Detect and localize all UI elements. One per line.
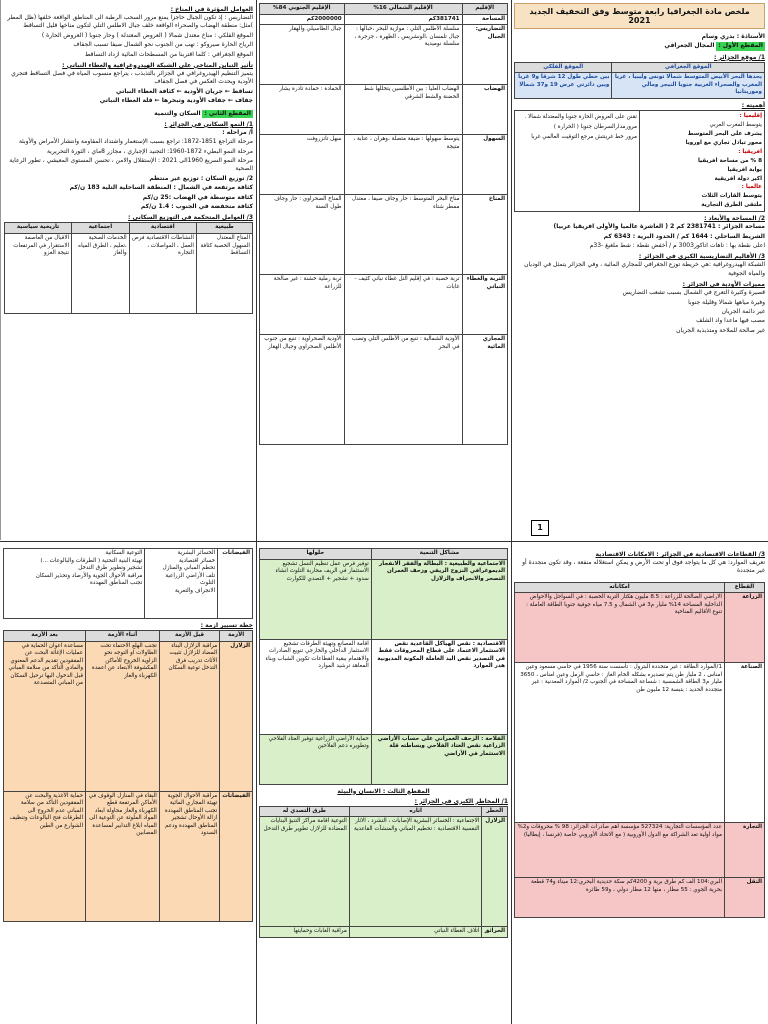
relief-r0-0: التضاريس: الجبال <box>462 25 508 85</box>
res-head-0: القطاع <box>725 582 765 593</box>
dev-r2-1: حماية الأراضي الزراعية توفير العتاد الفلاحي وتطويره دعم الفلاحين <box>260 734 372 784</box>
plan-r0-3: مساعدة اعوان الحماية في عمليات الإغاثة البحث عن المفقودين تقديم الدعم المعنوي والمادي التأكد من سلامة المباني قبل الدخول اليها ترحيل السكان من المباني المتصدعة <box>4 641 86 791</box>
sub2-title: 2/ المساحة والأبعاد : <box>704 215 765 223</box>
imp-r-7: اكبر دولة افريقية <box>714 175 762 182</box>
factor-cell-1: النشاطات الاقتصادية فرص العمل ، المواصلات ، التجارة <box>129 233 196 313</box>
risk-r1-1: اتلاف الغطاء النباتي <box>349 927 482 938</box>
factor-head-3: تاريخية سياسية <box>5 223 72 234</box>
relief-table <box>259 3 508 445</box>
plan-head-0: الأزمة <box>220 631 253 642</box>
plan-head-2: أثناء الأزمة <box>86 631 160 642</box>
section3-title: المقطع الثالث : الانسان والبيئة <box>337 787 430 795</box>
resources-table <box>514 582 765 919</box>
section2-label: المقطع الثاني : <box>204 109 251 117</box>
dev-r0-1: توفير فرص عمل تنظيم النسل تشجيع الاستثمار في الريف محاربة التلوث انشاء سدود + تشجير + التصدي للكوارث <box>260 559 372 639</box>
section1-label: المقطع الأول : <box>718 42 763 50</box>
climate-item-2: الرياح الحارة صيروكو : تهب من الجنوب نحو الشمال صيفا تسبب الجفاف <box>73 41 253 49</box>
plan-r0-2: تجنب الهلع الاحتماء تحت الطاولات او التوجه نحو الزاوية الخروج للأماكن المكشوفة الابتعاد عن اعمدة الكهرباء والغاز <box>86 641 160 791</box>
res-r3-1: البري:104 الف كم طرق برية و 4200كم سكة حديدية البحري:12 ميناء و74 قطعة بحرية الجوي : 55 مطار ، منها 12 مطار دولي ، و59 طائرة <box>515 878 725 918</box>
imp-r-2: يشرف على البحر المتوسط <box>687 130 762 137</box>
floods-effects <box>145 549 218 619</box>
plan-r0-0: الزلازل <box>220 641 253 791</box>
page-number: 1 <box>531 520 549 536</box>
imp-r-0: إقليميا : <box>739 112 762 119</box>
relief-area-2: 2000000كم <box>260 14 345 25</box>
risk-head-1: اثاره <box>349 806 482 817</box>
hydro-feat-2: غير دائمة الجريان <box>721 308 765 316</box>
dev-r0-0: الاجتماعية والطبيعية : البطالة والفقر الانفجار الديموغرافي النزوح الريفي وزحف العمران التصحر والانجراف والزلازل <box>371 559 507 639</box>
section-relief <box>256 0 511 540</box>
fold-divider <box>0 541 768 542</box>
importance-table <box>514 110 765 212</box>
pop-sub1: 1/ النمو السكاني في الجزائر : <box>164 120 253 128</box>
dens-0: كثافة مرتفعة في الشمال : المنطقة الساحلية التلية 183 ن/كم <box>69 184 253 192</box>
factor-head-2: اجتماعية <box>72 223 130 234</box>
relief-r5-1: الأودية الشمالية : تنبع من الأطلس التلي وتصب في البحر <box>344 335 462 445</box>
flood-item-0: الخسائر البشرية <box>177 550 216 556</box>
floods-head: الفيضانات <box>218 549 253 619</box>
res-r1-1: 1/الموارد الطاقة : غير متجددة البترول : تأسست سنة 1956 في حاسي مسعود وعين امناس ، 2 مليار طن يتم تصديره بشكله الخام الغاز : حاسي الرمل وعين امناس ، 3650 مليار م3 الطاقة الشمسية : شساعة المساحة في الجنوب 2/ الموارد المعدنية : غير متجددة الحديد : بتبسة 12 مليون طن <box>515 663 725 823</box>
floods-responses <box>4 549 145 619</box>
risk-r1-0: الحرائق <box>482 927 508 938</box>
section1-name: المجال الجغرافي <box>664 42 715 50</box>
hydro-feat-4: غير صالحة للملاحة ومتذبذبة الجريان <box>676 326 765 334</box>
importance-title: أهميته : <box>741 101 765 109</box>
relief-head-0: الإقليم <box>462 4 508 15</box>
flow-1: تساقط ← جريان الأودية ← كثافة الغطاء النباتي <box>116 87 253 95</box>
flood-item-1: خسائر اقتصادية <box>179 557 216 564</box>
relief-r1-0: الهضاب <box>462 85 508 135</box>
importance-right <box>640 110 765 211</box>
resources-def: تعريف الموارد: هي كل ما يتواجد فوق أو تحت الأرض و يمكن استغلاله منفعة ، وقد تكون متجددة أو غير متجددة <box>522 559 765 575</box>
relief-head-2: الإقليم الجنوبي 84% <box>260 4 345 15</box>
risks-table <box>259 806 508 938</box>
relief-r1-1: الهضاب العليا : بين الأطلسين يتخللها شط الحضنة والشط الشرقي <box>344 85 462 135</box>
sub1-title: 1/ موقع الجزائر : <box>714 53 765 61</box>
hydro-feat-1: وفيرة مياهها شمالا وقليلة جنوبا <box>688 298 765 306</box>
pop-phases: أ/ مراحله : <box>222 128 253 136</box>
imp-l-1: مرورمدارالسرطان جنوبا ( الحرارة ) <box>553 124 637 131</box>
stage-2: مرحلة النمو السريع 1960الى 2021 : الإستقلال والامن ، تحسن المستوى المعيشي ، تطور الرعاية الصحية <box>9 157 253 173</box>
res-r2-0: التجارة <box>725 823 765 878</box>
risk-r1-2: مراقبة الغابات وحمايتها <box>260 927 350 938</box>
imp-r-1: يتوسط المغرب العربي <box>709 121 762 128</box>
imp-r-6: بوابة افريقيا <box>727 166 762 173</box>
flood-resp-4: تجنب المناطق المهددة <box>90 580 143 587</box>
climate-item-3: الموقع الجغرافي : كلما اقتربنا من المسطحات المائية ازداد التساقط <box>84 50 253 58</box>
flood-resp-1: تهيئة البنية التحتية ( الطرقات والبالوعات ...) <box>40 557 143 564</box>
plan-r1-2: البقاء في المنازل الوقوف في الأماكن المرتفعة قطع الكهرباء والغاز محاولة ابعاد المواد الملوثة عن التوعية الى المياه ابلاغ التدابير لمساعدة المصابين <box>86 791 160 921</box>
veg-text: يتميز التنظيم الهيدروغرافي في الجزائر بالتذبذب ، يتراجع منسوب المياه في فصل التساقط فتجري الأودية ويحدث العكس في فصل الجفاف <box>11 69 253 86</box>
relief-r4-0: التربة والغطاء النباتي <box>462 275 508 335</box>
plan-r1-1: مراقبة الأحوال الجوية تهيئة المجاري المائية تجنب المناطق المهددة ازالة الأوحال تشجير المناطق المهددة ودعم السدود <box>159 791 219 921</box>
imp-r-5: 8 % من مساحة افريقيا <box>697 157 762 164</box>
climate-item-1: الموقع الفلكي : مناخ معتدل شمالا ( العروض المعتدلة ) وحار جنوبا ( العروض الحارة ) <box>41 31 253 39</box>
stage-0: مرحلة التراجع 1851-1872: تراجع بسبب الإستعمار واشتداد المقاومة وانتشار الأمراض والأوبئة <box>18 138 253 146</box>
relief-r0-1: سلسلة الأطلس التلي : موازية للبحر ،حبالها : جبال تلمسان ،الونشريس ، الظهرة ، جرجرة ، سلسلة نوميدية <box>344 25 462 85</box>
flood-item-2: تحطم المباني والمنازل <box>162 565 216 572</box>
relief-area-0: المساحة <box>462 14 508 25</box>
relief-r1-2: الحمادة : حمادة تادرة يشار <box>260 85 345 135</box>
risk-r0-2: التوعية اقامة مراكز التنبؤ البنايات المضادة للزلازل تطوير طرق التدخل <box>260 817 350 927</box>
loc-head-geo: الموقع الجغرافي <box>612 62 765 73</box>
plan-head-1: قبل الأزمة <box>159 631 219 642</box>
relief-r3-0: المناخ <box>462 195 508 275</box>
relief-r2-0: السهول <box>462 135 508 195</box>
climate-item-0: التضاريس : إذ تكون الجبال حاجزا يمنع مرور السحب الرطبة الى المناطق الواقعة خلفها (ظل المطر )مثل: منطقة الهضاب والصحراء الواقعة خلف جبال الاطلس التلي لتكون مناخها قليل التساقط <box>7 14 253 30</box>
hydro-text: الشبكة الهيدروغرافية :هي خريطة توزع الجغرافي للمجاري المائية ، وفي الجزائر يتمثل في الوديان والمياه الجوفية <box>524 261 765 277</box>
relief-r0-2: جبال الطاسيلي والهقار <box>260 25 345 85</box>
relief-r3-2: المناخ الصحراوي : حار وجاف طول السنة <box>260 195 345 275</box>
coast-text: الشريط الساحلي : 1644 كم / الحدود البرية : 6343 كم <box>603 232 765 240</box>
factor-head-1: اقتصادية <box>129 223 196 234</box>
teacher-name: الأستاذة : بدري وسام <box>701 33 765 40</box>
risks-title: 1/ المخاطر الكبرى في الجزائر : <box>414 797 508 805</box>
risk-head-0: الخطر <box>482 806 508 817</box>
imp-r-9: يتوسط القارات الثلاث <box>701 193 762 200</box>
development-table <box>259 548 508 785</box>
factor-head-0: طبيعية <box>196 223 252 234</box>
pop-dist: 2/ توزيع السكان : توزيع غير منتظم <box>149 174 253 182</box>
relief-r2-2: سهل تانزروفت <box>260 135 345 195</box>
relief-r5-2: الأودية الصحراوية : تنبع من جنوب الأطلس الصحراوي وجبال الهقار <box>260 335 345 445</box>
dens-2: كثافة منخفضة في الجنوب : 1.4 ن/كم <box>140 203 253 211</box>
section-location <box>511 0 768 540</box>
relief-r4-1: تربة خصبة : في إقليم التل غطاء نباتي كثيف - غابات <box>344 275 462 335</box>
flood-resp-0: التوعية السكانية <box>105 550 143 556</box>
section-resources <box>511 545 768 1024</box>
veg-title: تأثير التباين المناخي على الشبكة الهيدروغرافية والغطاء النباتي : <box>62 61 253 69</box>
flood-item-4: التلوث <box>200 580 216 587</box>
relief-r2-1: يتوسط سهولها : ضيقة متصلة ،وهران ، عنابة ، متيجة <box>344 135 462 195</box>
relief-r5-0: المجاري المائية <box>462 335 508 445</box>
risk-head-2: طرق التصدي له <box>260 806 350 817</box>
flood-item-3: تلف الأراضي الزراعية <box>165 572 216 579</box>
sub3-title: 3/ الأقاليم التضاريسية الكبرى في الجزائر : <box>638 253 765 261</box>
imp-r-4: افريقيا : <box>738 148 762 155</box>
plan-title: خطة تسيير ازمة : <box>200 622 253 629</box>
imp-l-0: تقنن على العروض الحارة جنوبا والمعتدلة شمالا . <box>524 113 637 120</box>
extremes-text: اعلى نقطة بها : تاهات اتاكور3003 م / أخفض نقطة : شط ملغيغ -33م <box>589 242 765 250</box>
plan-r0-1: مراقبة الزلازل البناء المضاد للزلازل تثبيت الأثاث تدريب فرق التدخل توعية السكان <box>159 641 219 791</box>
crisis-plan-table <box>3 630 253 922</box>
factor-cell-0: المناخ المعتدل السهول الخصبة كثافة التساقط <box>196 233 252 313</box>
relief-area-1: 381741كم <box>344 14 462 25</box>
flood-resp-2: تشجير وتطوير طرق التدخل <box>78 565 143 572</box>
flood-resp-3: مراقبة الأحوال الجوية والأرصاد وتحذير السكان <box>35 572 143 579</box>
res-r2-1: عدد المؤسسات التجارية: 527324 مؤسسة اهم صادرات الجزائر: 98 % محروقات و2% مواد اولية تعد الشراكة مع الدول الأوروبية ( مع الاتحاد الأوروبي خاصة (فرنسا ، إيطاليا) <box>515 823 725 878</box>
dev-head-0: مشاكل التنمية <box>371 549 507 560</box>
res-r3-0: النقل <box>725 878 765 918</box>
section-disasters <box>0 545 256 1024</box>
factors-title: 3/ العوامل المتحكمة في التوزيع السكاني : <box>128 214 253 222</box>
risk-r0-0: الزلازل <box>482 817 508 927</box>
section-development <box>256 545 511 1024</box>
imp-r-10: ملتقى الطرق التجارية <box>701 202 762 209</box>
res-r1-0: الصناعة <box>725 663 765 823</box>
dev-r1-1: اقامة المصانع وتهيئة الطرقات تشجيع الاستثمار الداخلي والخارجي تنويع الصادرات والاهتمام ببقية القطاعات تكوين الشباب وبناء المعاهد ترشيد الموارد <box>260 639 372 734</box>
hydro-feat-0: قصيرة وكثيرة التعرج في الشمال بسبب تشعب التضاريس <box>622 289 765 297</box>
factors-table <box>4 222 253 314</box>
hydro-features-title: مميزات الأودية في الجزائر : <box>682 281 765 289</box>
dens-1: كثافة متوسطة في الهضاب :25 ن/كم <box>142 193 253 201</box>
flood-item-5: الانجراف والتعرية <box>175 587 216 594</box>
section2-name: السكان والتنمية <box>154 109 201 117</box>
page-title: ملخص مادة الجغرافيا رابعة متوسط وفق التخفيف الجديد 2021 <box>514 3 765 29</box>
dev-r1-0: الاقتصادية : نقص الهياكل القاعدية نقص الاستثمار الاعتماد على قطاع المحروقات فقط في التصدير نقص اليد العاملة المكونة المديونية هدر الموارد <box>371 639 507 734</box>
hydro-feat-3: مصب فيها ماعدا واد الشلف <box>696 317 765 325</box>
relief-r3-1: مناخ البحر المتوسط : حار وجاف صيفا ، معتدل ممطر شتاء <box>344 195 462 275</box>
factor-cell-3: الاقبال من العاصمة الاستقرار في المرتفعات نتيجة الغزو <box>5 233 72 313</box>
imp-l-2: مرور خط غرينتش مرجع التوقيت العالمي غربا <box>531 134 637 141</box>
plan-r1-3: حماية الأغذية والبحث عن المفقودين التأكد من سلامة المباني عدم الخروج الى الطرقات فتح البالوعات وتنظيف الشوارع من الطين <box>4 791 86 921</box>
relief-r4-2: تربة رملية خشنة : غير صالحة للزراعة <box>260 275 345 335</box>
loc-geo-text: يحدها البحر الأبيض المتوسط شمالا تونس وليبيا ، غربا المغرب والصحراء الغربية جنوبا النيجر ومالي وموريتانيا <box>612 73 765 99</box>
res-r0-0: الزراعة <box>725 593 765 663</box>
floods-table <box>3 548 253 619</box>
plan-r1-0: الفيضانات <box>220 791 253 921</box>
relief-head-1: الإقليم الشمالي 16% <box>344 4 462 15</box>
dev-r2-0: الفلاحة : الزحف العمراني على حساب الأراضي الزراعية نقص العتاد الفلاحي وبساطته قلة الاستثمار في الأراضي <box>371 734 507 784</box>
plan-head-3: بعد الأزمة <box>4 631 86 642</box>
area-text: مساحة الجزائر : 2381741 كم 2 ( العاشرة عالميا والأولى افريقيا عربيا) <box>553 223 765 231</box>
importance-left <box>515 110 640 211</box>
climate-title: العوامل المؤثرة في المناخ : <box>170 6 253 13</box>
res-r0-1: الاراضي الصالحة للزراعة : 8.5 مليون هكتار التربة الخصبة : في السواحل والاحواض الداخلية المساحة 14% مليار م3 في الشمال و 7.5 مياه جوفية جنوبا الطاقة العاملة : تنوع الأقاليم المناخية <box>515 593 725 663</box>
section-climate-population <box>0 0 256 540</box>
loc-head-astro: الموقع الفلكي <box>515 62 612 73</box>
imp-r-3: محور تبادل تجاري مع اوروبا <box>685 139 762 146</box>
stage-1: مرحلة النمو البطيء 1872-1960: التجنيد الإجباري ، مجازر 8ماي ، الثورة التحريرية <box>46 147 253 155</box>
factor-cell-2: الخدمات الصحية ،تعليم ، الطرق المياه والغاز <box>72 233 130 313</box>
res-head-1: امكاناته <box>515 582 725 593</box>
imp-r-8: عالميا : <box>741 184 762 191</box>
loc-astro-text: بين خطي طول 12 شرقا و9 غربا وبين دائرتي عرض 19 و37 شمالا <box>515 73 612 99</box>
dev-head-1: حلولها <box>260 549 372 560</box>
resources-title: 3/ القطاعات الاقتصادية في الجزائر : الامكانات الاقتصادية <box>595 551 765 558</box>
risk-r0-1: الاجتماعية : الخسائر البشرية الإصابات ، التشرد ، الاثار النفسية الاقتصادية : تحطيم المباني والمنشآت القاعدية <box>349 817 482 927</box>
flow-2: جفاف ← جفاف الأودية وتبخرها ← قلة الغطاء النباتي <box>99 97 253 105</box>
location-table <box>514 62 765 99</box>
